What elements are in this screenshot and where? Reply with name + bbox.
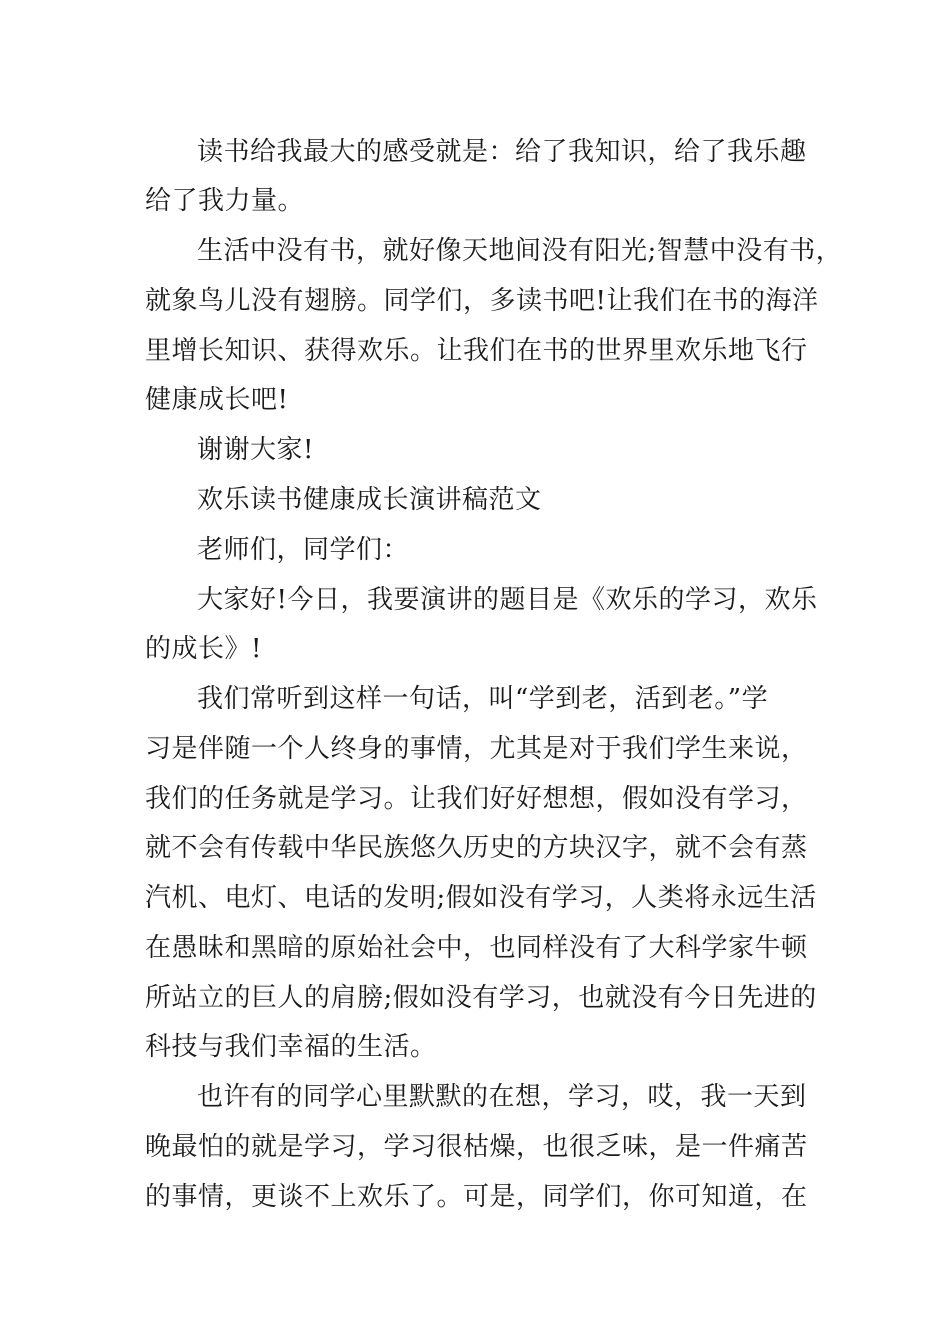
paragraph-lifelong-learning-line-2: 习是伴随一个人终身的事情，尤其是对于我们学生来说， <box>145 734 808 764</box>
paragraph-lifelong-learning-line-8: 科技与我们幸福的生活。 <box>145 1032 437 1062</box>
paragraph-lifelong-learning-line-7: 所站立的巨人的肩膀;假如没有学习，也就没有今日先进的 <box>145 983 817 1013</box>
paragraph-lifelong-learning-line-6: 在愚昧和黑暗的原始社会中，也同样没有了大科学家牛顿 <box>145 933 808 963</box>
paragraph-reading-feelings-line-2: 给了我力量。 <box>145 186 305 216</box>
paragraph-learning-boring-line-3: 的事情，更谈不上欢乐了。可是，同学们，你可知道，在 <box>145 1182 808 1212</box>
paragraph-reading-feelings-line-1: 读书给我最大的感受就是：给了我知识，给了我乐趣 <box>197 137 807 167</box>
paragraph-life-without-books-line-1: 生活中没有书，就好像天地间没有阳光;智慧中没有书， <box>197 236 843 266</box>
paragraph-greeting-line-1: 大家好!今日，我要演讲的题目是《欢乐的学习，欢乐 <box>197 585 818 615</box>
paragraph-lifelong-learning-line-3: 我们的任务就是学习。让我们好好想想，假如没有学习， <box>145 784 808 814</box>
paragraph-learning-boring-line-2: 晚最怕的就是学习，学习很枯燥，也很乏味，是一件痛苦 <box>145 1132 808 1162</box>
paragraph-lifelong-learning-line-4: 就不会有传载中华民族悠久历史的方块汉字，就不会有蒸 <box>145 833 808 863</box>
salutation-line: 老师们，同学们： <box>197 535 410 565</box>
paragraph-greeting-line-2: 的成长》! <box>145 634 262 664</box>
paragraph-life-without-books-line-3: 里增长知识、获得欢乐。让我们在书的世界里欢乐地飞行 <box>145 336 808 366</box>
paragraph-life-without-books-line-4: 健康成长吧! <box>145 385 289 415</box>
thanks-line: 谢谢大家! <box>197 435 314 465</box>
speech-title: 欢乐读书健康成长演讲稿范文 <box>197 485 542 515</box>
paragraph-lifelong-learning-line-1: 我们常听到这样一句话，叫“学到老，活到老。”学 <box>197 684 769 714</box>
paragraph-life-without-books-line-2: 就象鸟儿没有翅膀。同学们，多读书吧!让我们在书的海洋 <box>145 286 819 316</box>
paragraph-learning-boring-line-1: 也许有的同学心里默默的在想，学习，哎，我一天到 <box>197 1082 807 1112</box>
paragraph-lifelong-learning-line-5: 汽机、电灯、电话的发明;假如没有学习，人类将永远生活 <box>145 883 817 913</box>
